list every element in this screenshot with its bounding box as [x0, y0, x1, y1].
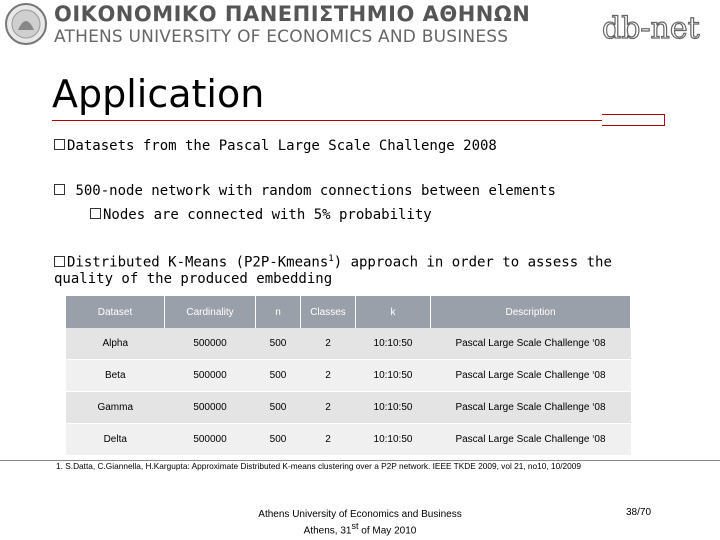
university-name-greek: ΟΙΚΟΝΟΜΙΚΟ ΠΑΝΕΠΙΣΤΗΜΙΟ ΑΘΗΝΩΝ [54, 2, 531, 26]
footer-date-sup: st [351, 521, 359, 531]
table-cell: 500 [256, 360, 301, 392]
table-cell: 500 [256, 392, 301, 424]
table-row [66, 392, 631, 424]
page-number: 38/70 [626, 507, 652, 518]
checkbox-bullet-icon [54, 184, 65, 195]
table-cell: 2 [301, 360, 356, 392]
table-row [66, 328, 631, 360]
datasets-table [66, 296, 631, 456]
col-header-description: Description [431, 296, 631, 328]
table-cell: Pascal Large Scale Challenge ‘08 [431, 360, 631, 392]
table-cell: 2 [301, 328, 356, 360]
table-cell: Pascal Large Scale Challenge ‘08 [431, 424, 631, 456]
slide-title: Application [52, 72, 265, 116]
table-cell: Pascal Large Scale Challenge ‘08 [431, 328, 631, 360]
table-cell: 500000 [165, 328, 256, 360]
footnote: 1. S.Datta, C.Giannella, H.Kargupta: Approximate Distributed K-means clustering over a P2P network. IEEE TKDE 2009, vol 21, no10, 10/2009 [56, 461, 581, 471]
bullet-text: Distributed K-Means (P2P-Kmeans [67, 254, 329, 271]
table-cell: Delta [66, 424, 165, 456]
col-header-n: n [256, 296, 301, 328]
table-row [66, 360, 631, 392]
table-cell: Pascal Large Scale Challenge ‘08 [431, 392, 631, 424]
dbnet-logo [598, 6, 702, 46]
checkbox-bullet-icon [54, 256, 65, 267]
university-seal-icon [4, 2, 48, 46]
footnote-ref: 1 [328, 254, 334, 264]
dbnet-logo-text: db-net [602, 11, 700, 46]
bullet-text: 500-node network with random connections between elements [75, 183, 556, 199]
table-cell: 500000 [165, 424, 256, 456]
table-row [66, 424, 631, 456]
footer-institution: Athens University of Economics and Business [258, 509, 462, 520]
university-name-english: ATHENS UNIVERSITY OF ECONOMICS AND BUSINESS [54, 27, 509, 47]
table-cell: 10:10:50 [356, 360, 431, 392]
bullet-text-cont: ) approach in order to assess the [333, 254, 612, 271]
col-header-k: k [356, 296, 431, 328]
bullet-datasets [54, 138, 497, 154]
table-cell: Beta [66, 360, 165, 392]
table-cell: 500 [256, 328, 301, 360]
table-cell: 10:10:50 [356, 392, 431, 424]
table-cell: 500 [256, 424, 301, 456]
bullet-text: Nodes are connected with 5% probability [103, 207, 432, 223]
title-rule [52, 120, 602, 121]
bullet-kmeans-line2: quality of the produced embedding [54, 271, 333, 287]
table-cell: 10:10:50 [356, 424, 431, 456]
col-header-dataset: Dataset [66, 296, 165, 328]
table-cell: 10:10:50 [356, 328, 431, 360]
bullet-network [54, 183, 556, 199]
bullet-kmeans [54, 254, 612, 271]
footer-date [0, 521, 720, 536]
table-cell: 2 [301, 424, 356, 456]
table-header-row [66, 296, 631, 328]
col-header-classes: Classes [301, 296, 356, 328]
footer-date-pre: Athens, 31 [303, 525, 352, 537]
footer-date-post: of May 2010 [358, 525, 417, 537]
table-cell: 500000 [165, 392, 256, 424]
table-cell: Alpha [66, 328, 165, 360]
table-cell: 500000 [165, 360, 256, 392]
checkbox-bullet-icon [54, 139, 65, 150]
col-header-cardinality: Cardinality [165, 296, 256, 328]
table-cell: Gamma [66, 392, 165, 424]
title-rule-bracket [602, 114, 665, 126]
table-cell: 2 [301, 392, 356, 424]
bullet-text: Datasets from the Pascal Large Scale Challenge 2008 [67, 138, 497, 154]
sub-bullet-probability [90, 207, 432, 223]
checkbox-bullet-icon [90, 208, 101, 219]
